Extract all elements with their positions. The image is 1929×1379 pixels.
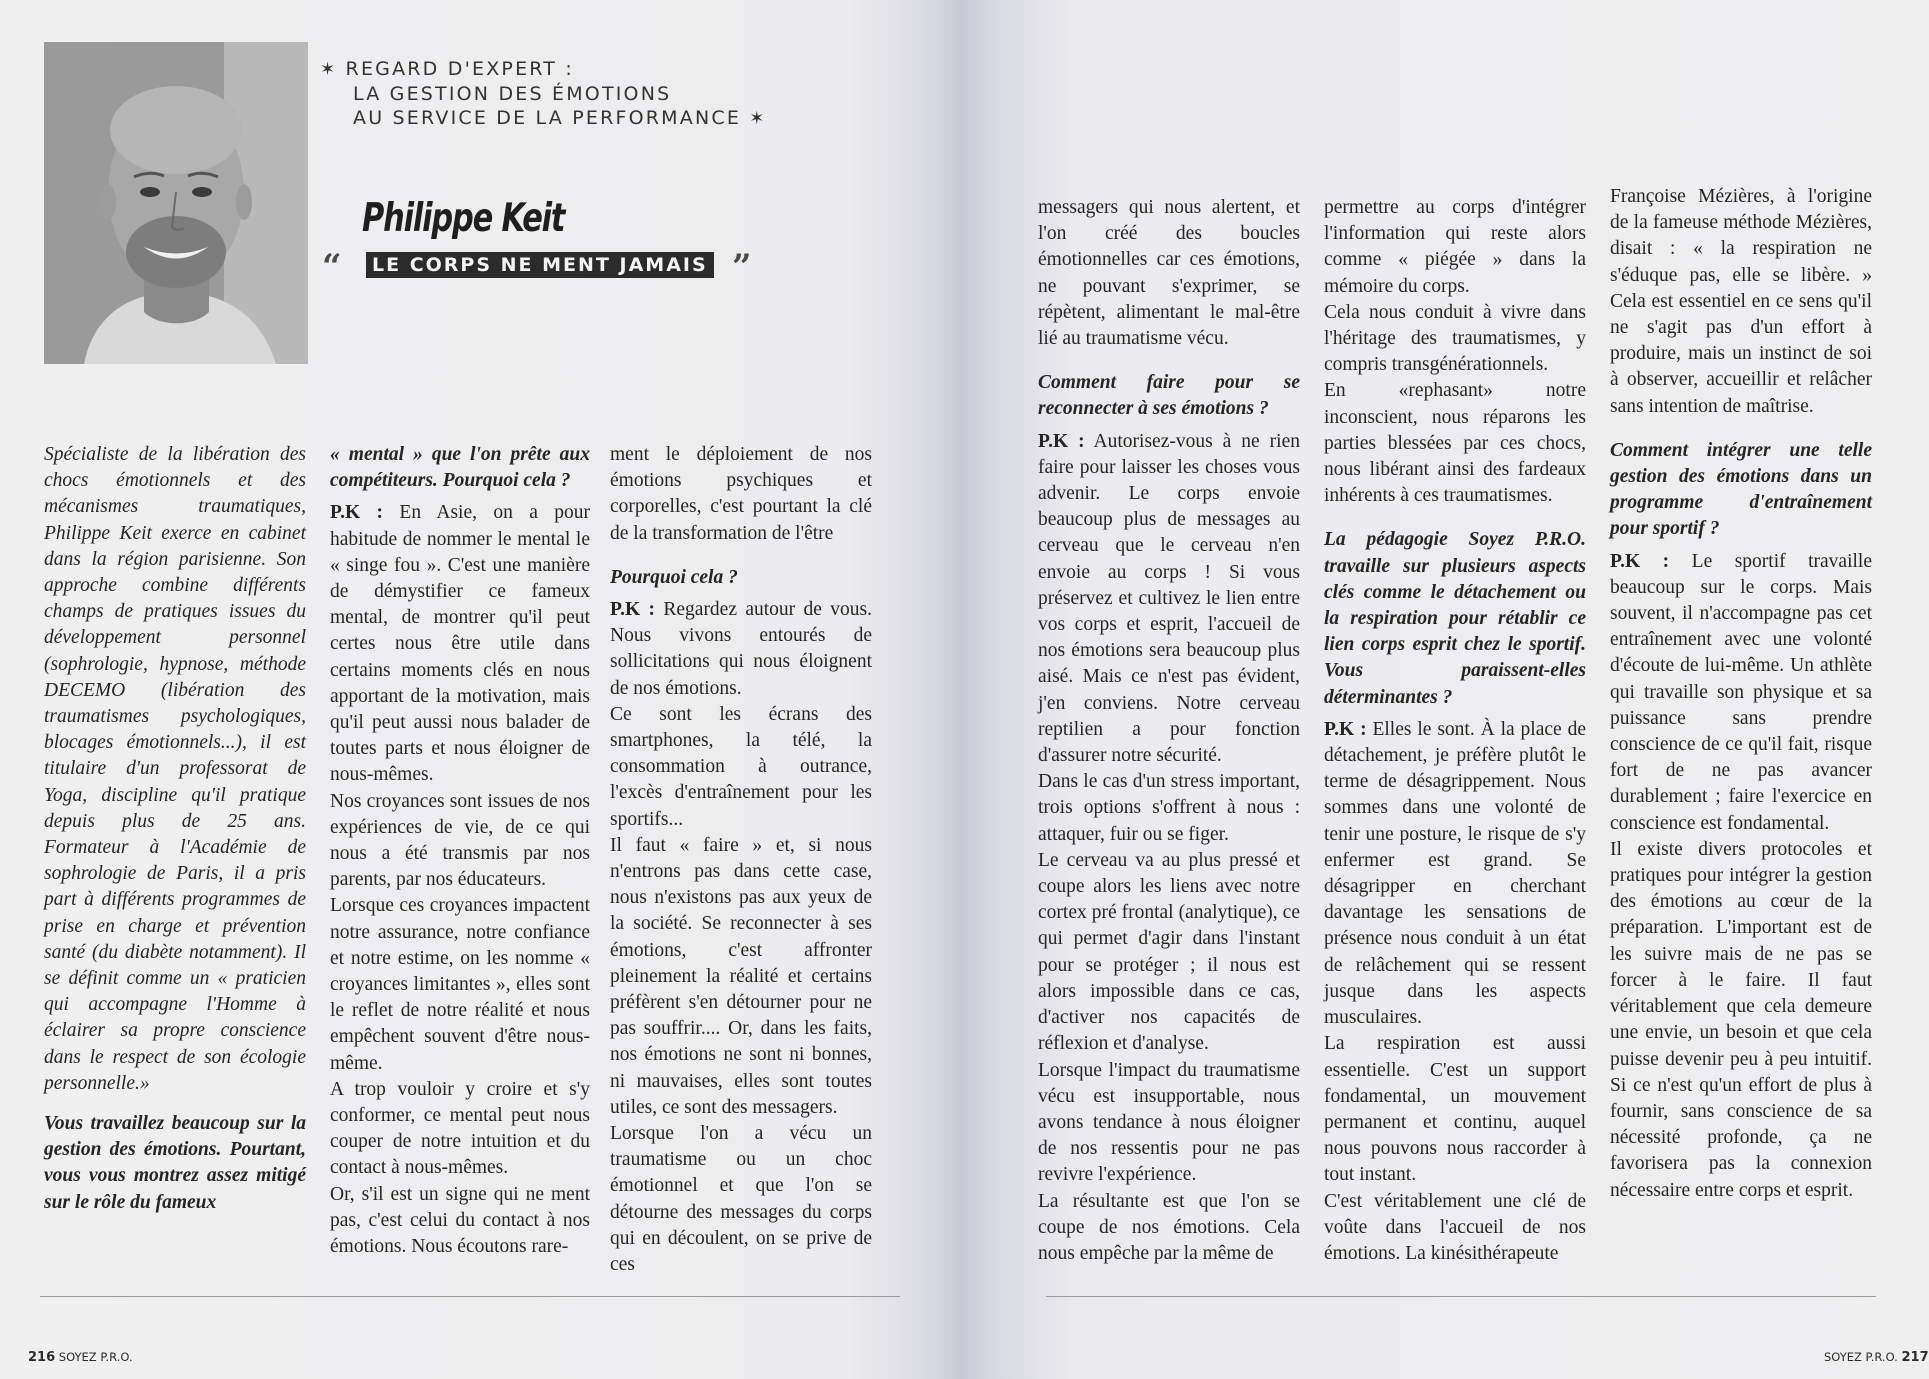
bottom-rule-left: [40, 1296, 900, 1297]
answer-2: [610, 597, 872, 702]
pk-label: P.K :: [1324, 718, 1367, 740]
kicker-line-1: REGARD D'EXPERT :: [345, 58, 574, 80]
answer-4-p5: La respiration est aussi essentielle. C'est un support fondamental, un mouvement permanent et continu, auquel nous pouvons nous raccorder à tout instant.: [1324, 1033, 1586, 1186]
answer-3-p6: La résultante est que l'on se coupe de nos émotions. Cela nous empêche par la même de: [1038, 1190, 1300, 1264]
magazine-title-left: SOYEZ P.R.O.: [58, 1350, 133, 1364]
answer-3-p5: Lorsque l'impact du traumatisme vécu est insupportable, nous avons tendance à nous éloigner de nos ressentis pour ne pas revivre l'expérience.: [1038, 1059, 1300, 1186]
magazine-title-right: SOYEZ P.R.O.: [1824, 1350, 1898, 1364]
star-icon: ✶: [749, 108, 767, 129]
column-1: [44, 442, 306, 1218]
author-intro: Spécialiste de la libération des chocs émotionnels et des mécanismes traumatiques, Philippe Keit exerce en cabinet dans la région parisienne. Son approche combine différents champs de pratiques issues du développement personnel (sophrologie, hypnose, méthode DECEMO (libération des traumatismes psychologiques, blocages émotionnels...), il est titulaire d'un professorat de Yoga, discipline qu'il pratique depuis plus de 25 ans. Formateur à l'Académie de sophrologie de Paris, il a pris part à différents programmes de prise en charge et prévention santé (du diabète notamment). Il se définit comme un « praticien qui accompagne l'Homme à éclairer sa propre conscience dans le respect de son écologie personnelle.»: [44, 444, 306, 1094]
pk-label: P.K :: [1610, 550, 1670, 572]
answer-3-p4: Le cerveau va au plus pressé et coupe alors les liens avec notre cortex pré frontal (analytique), ce qui permet d'agir dans l'instant pour se protéger ; il nous est alors impossible dans ce cas, d'activer nos capacités de réflexion et d'analyse.: [1038, 849, 1300, 1055]
answer-1-p3: Lorsque ces croyances impactent notre assurance, notre confiance et notre estime, on les nomme « croyances limitantes », elles sont le reflet de notre réalité et nous empêchent souvent d'être nous-même.: [330, 895, 590, 1074]
answer-2-p5: Lorsque l'on a vécu un traumatisme ou un choc émotionnel et que l'on se détourne des messages du corps qui en découlent, on se prive de ces: [610, 1123, 872, 1276]
portrait-photo: [44, 42, 308, 364]
open-quote-icon: “: [322, 247, 342, 287]
column-5: [1324, 195, 1586, 1267]
col3-p1: ment le déploiement de nos émotions psychiques et corporelles, c'est pourtant la clé de la transformation de l'être: [610, 444, 872, 544]
pk-label: P.K :: [1038, 430, 1085, 452]
column-4: [1038, 195, 1300, 1267]
question-5: Comment intégrer une telle gestion des émotions dans un programme d'entraînement pour sportif ?: [1610, 439, 1872, 540]
col5-p1: permettre au corps d'intégrer l'information qui reste alors comme « piégée » dans la mémoire du corps.: [1324, 197, 1586, 297]
author-name: Philippe Keit: [362, 196, 565, 241]
question-4: La pédagogie Soyez P.R.O. travaille sur plusieurs aspects clés comme le détachement ou la respiration pour rétablir ce lien corps esprit chez le sportif. Vous paraissent-elles déterminantes ?: [1324, 529, 1586, 708]
bottom-rule-right: [1046, 1296, 1876, 1297]
column-6: [1610, 184, 1872, 1204]
answer-2-p3: Ce sont les écrans des smartphones, la télé, la consommation à outrance, l'excès d'entraînement pour les sportifs...: [610, 703, 872, 830]
answer-1-p5: Or, s'il est un signe qui ne ment pas, c'est celui du contact à nos émotions. Nous écoutons rare-: [330, 1183, 590, 1258]
answer-1-p4: A trop vouloir y croire et s'y conformer, ce mental peut nous couper de notre intuition et du contact à nous-mêmes.: [330, 1078, 590, 1179]
question-1-end: « mental » que l'on prête aux compétiteurs. Pourquoi cela ?: [330, 444, 590, 492]
star-icon: ✶: [320, 59, 338, 80]
answer-1-text: En Asie, on a pour habitude de nommer le mental le « singe fou ». C'est une manière de démystifier ce fameux mental, de montrer qu'il peut certes nous être utile dans certains moments clés en nous apportant de la motivation, mais qu'il peut aussi nous balader de toutes parts et nous éloigner de nous-mêmes.: [330, 502, 590, 786]
answer-5: [1610, 549, 1872, 837]
answer-4-p6: C'est véritablement une clé de voûte dans l'accueil de nos émotions. La kinésithérapeute: [1324, 1190, 1586, 1264]
question-1: Vous travaillez beaucoup sur la gestion des émotions. Pourtant, vous vous montrez assez mitigé sur le rôle du fameux: [44, 1113, 306, 1213]
kicker-line-3: AU SERVICE DE LA PERFORMANCE: [353, 107, 742, 129]
answer-3-p3: Dans le cas d'un stress important, trois options s'offrent à nous : attaquer, fuir ou se figer.: [1038, 771, 1300, 845]
pk-label: P.K :: [610, 599, 656, 621]
answer-2-text: Regardez autour de vous. Nous vivons entourés de sollicitations qui nous éloignent de nos émotions.: [610, 599, 872, 699]
col5-p3: En «rephasant» notre inconscient, nous réparons les parties blessées par ces chocs, nous libérant ainsi des fardeaux inhérents à ces traumatismes.: [1324, 380, 1586, 507]
col5-p2: Cela nous conduit à vivre dans l'héritage des traumatismes, y compris transgénérationnels.: [1324, 301, 1586, 376]
column-3: [610, 442, 872, 1278]
answer-2-p4: Il faut « faire » et, si nous n'entrons pas dans cette case, nous n'existons pas aux yeux de la société. Se reconnecter à ses émotions, c'est affronter pleinement la réalité et certains préfèrent s'en détourner pour ne pas souffrir.... Or, dans les faits, nos émotions ne sont ni bonnes, ni mauvaises, elles sont toutes utiles, ce sont des messagers.: [610, 834, 872, 1118]
answer-4: [1324, 717, 1586, 1031]
close-quote-icon: ”: [732, 247, 752, 287]
answer-1-p2: Nos croyances sont issues de nos expériences de vie, de ce qui nous a été transmis par nos parents, par nos éducateurs.: [330, 790, 590, 891]
folio-left: [28, 1350, 133, 1365]
pk-label: P.K :: [330, 502, 384, 524]
section-kicker: [320, 57, 800, 131]
headline: LE CORPS NE MENT JAMAIS: [366, 252, 714, 278]
col4-p1: messagers qui nous alertent, et l'on créé des boucles émotionnelles car ces émotions, ne pouvant s'exprimer, se répètent, alimentant le mal-être lié au traumatisme vécu.: [1038, 197, 1300, 350]
page-number-left: 216: [28, 1350, 56, 1365]
answer-3: [1038, 429, 1300, 770]
kicker-line-2: LA GESTION DES ÉMOTIONS: [353, 83, 672, 105]
answer-1: [330, 500, 590, 788]
answer-5-p3: Il existe divers protocoles et pratiques pour intégrer la gestion des émotions au cœur de la préparation. L'important est de les suivre mais de ne pas se forcer à le faire. Il faut véritablement que cela demeure une envie, un besoin et que cela puisse devenir peu à peu intuitif. Si ce n'est qu'un effort de plus à fournir, sans conscience de sa nécessité profonde, ça ne favorisera pas la connexion nécessaire entre corps et esprit.: [1610, 838, 1872, 1201]
col6-p1: Françoise Mézières, à l'origine de la fameuse méthode Mézières, disait : « la respiration ne s'éduque pas, elle se libère. » Cela est essentiel en ce sens qu'il ne s'agit pas d'un effort à produire, mais un instinct de soi à observer, accueillir et relâcher sans intention de maîtrise.: [1610, 186, 1872, 417]
answer-5-text: Le sportif travaille beaucoup sur le corps. Mais souvent, il n'accompagne pas cet entraînement avec une volonté d'écoute de lui-même. Un athlète qui travaille son physique et sa puissance sans prendre conscience de ce qu'il fait, risque fort de ne pas avancer durablement ; faire l'exercice en conscience est fondamental.: [1610, 550, 1872, 834]
answer-3-text: Autorisez-vous à ne rien faire pour laisser les choses vous advenir. Le corps envoie beaucoup plus de messages au cerveau que le cerveau n'en envoie au corps ! Si vous préservez et cultivez le lien entre vos corps et esprit, l'accueil de nos émotions sera beaucoup plus aisé. Mais ce n'est pas évident, j'en conviens. Notre cerveau reptilien a pour fonction d'assurer notre sécurité.: [1038, 430, 1300, 767]
folio-right: [1824, 1350, 1929, 1365]
question-2: Pourquoi cela ?: [610, 566, 738, 588]
page-number-right: 217: [1901, 1350, 1929, 1365]
question-3: Comment faire pour se reconnecter à ses émotions ?: [1038, 372, 1300, 420]
column-2: [330, 442, 590, 1260]
answer-4-text: Elles le sont. À la place de détachement, je préfère plutôt le terme de désagrippement. Nous sommes dans une volonté de tenir une posture, le risque de s'y enfermer est grand. Se désagripper en cherchant davantage les sensations de présence nous conduit à un état de relâchement qui se ressent jusque dans les aspects musculaires.: [1324, 718, 1586, 1029]
